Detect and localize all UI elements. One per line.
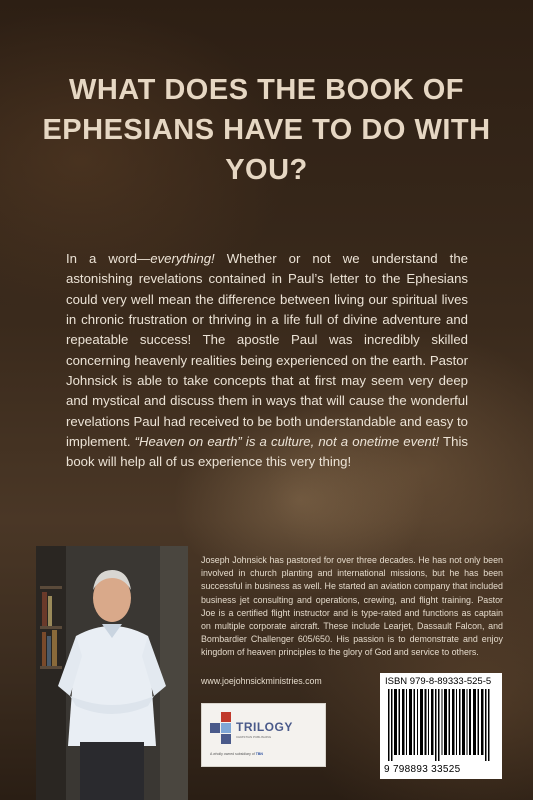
barcode-panel [380,673,502,779]
website-link[interactable]: www.joejohnsickministries.com [201,676,322,686]
isbn-label: ISBN 979-8-89333-525-5 [385,676,492,687]
author-photo-illustration [36,546,188,800]
barcode-icon [380,689,502,763]
author-photo [36,546,188,800]
blurb-quote: “Heaven on earth” is a culture, not a onetime event! [134,433,440,449]
publisher-tagline: CHRISTIAN PUBLISHING [236,735,272,739]
headline: WHAT DOES THE BOOK OF EPHESIANS HAVE TO DO WITH YOU? [42,74,491,186]
blurb-emphasis: everything! [150,251,215,267]
blurb-paragraph [66,249,468,472]
publisher-logo [201,703,326,767]
publisher-name: TRILOGY [236,720,293,734]
publisher-subsidiary [210,752,263,756]
subsidiary-prefix: A wholly owned subsidiary of [210,752,255,756]
barcode-number: 9 798893 33525 [384,764,461,775]
blurb-part3: Whether or not we understand the astonishing revelations contained in Paul’s letter to the Ephesians could very well mean the difference between living our spiritual lives in chronic frustration or thriving in a life full of divine adventure and repeatable success! The apostle Paul was incredibly skilled concerning heavenly realities being experienced on the earth. Pastor Johnsick is able to take concepts that at first may seem very deep and mystical and discuss them in ways that will cause the wonderful revelations Paul had received to be both understandable and easy to implement. [66,251,469,449]
blurb-part5: This book will help all of us experience this very thing! [66,433,468,470]
blurb-part1: In a word— [66,251,151,267]
author-bio: Joseph Johnsick has pastored for over three decades. He has not only been involved in church planting and international missions, but he has been successful in business as well. He started an aviation company that included business jet consulting and operations, crewing, and flight training. Pastor Joe is a certified flight instructor and is type-rated and functions as captain on multiple corporate aircraft. These include Learjet, Dassault Falcon, and Bombardier Challenger 605/650. His passion is to demonstrate and enjoy kingdom of heaven principles to the glory of God and service to others. [201,554,503,658]
tbn-brand: TBN [255,752,263,756]
